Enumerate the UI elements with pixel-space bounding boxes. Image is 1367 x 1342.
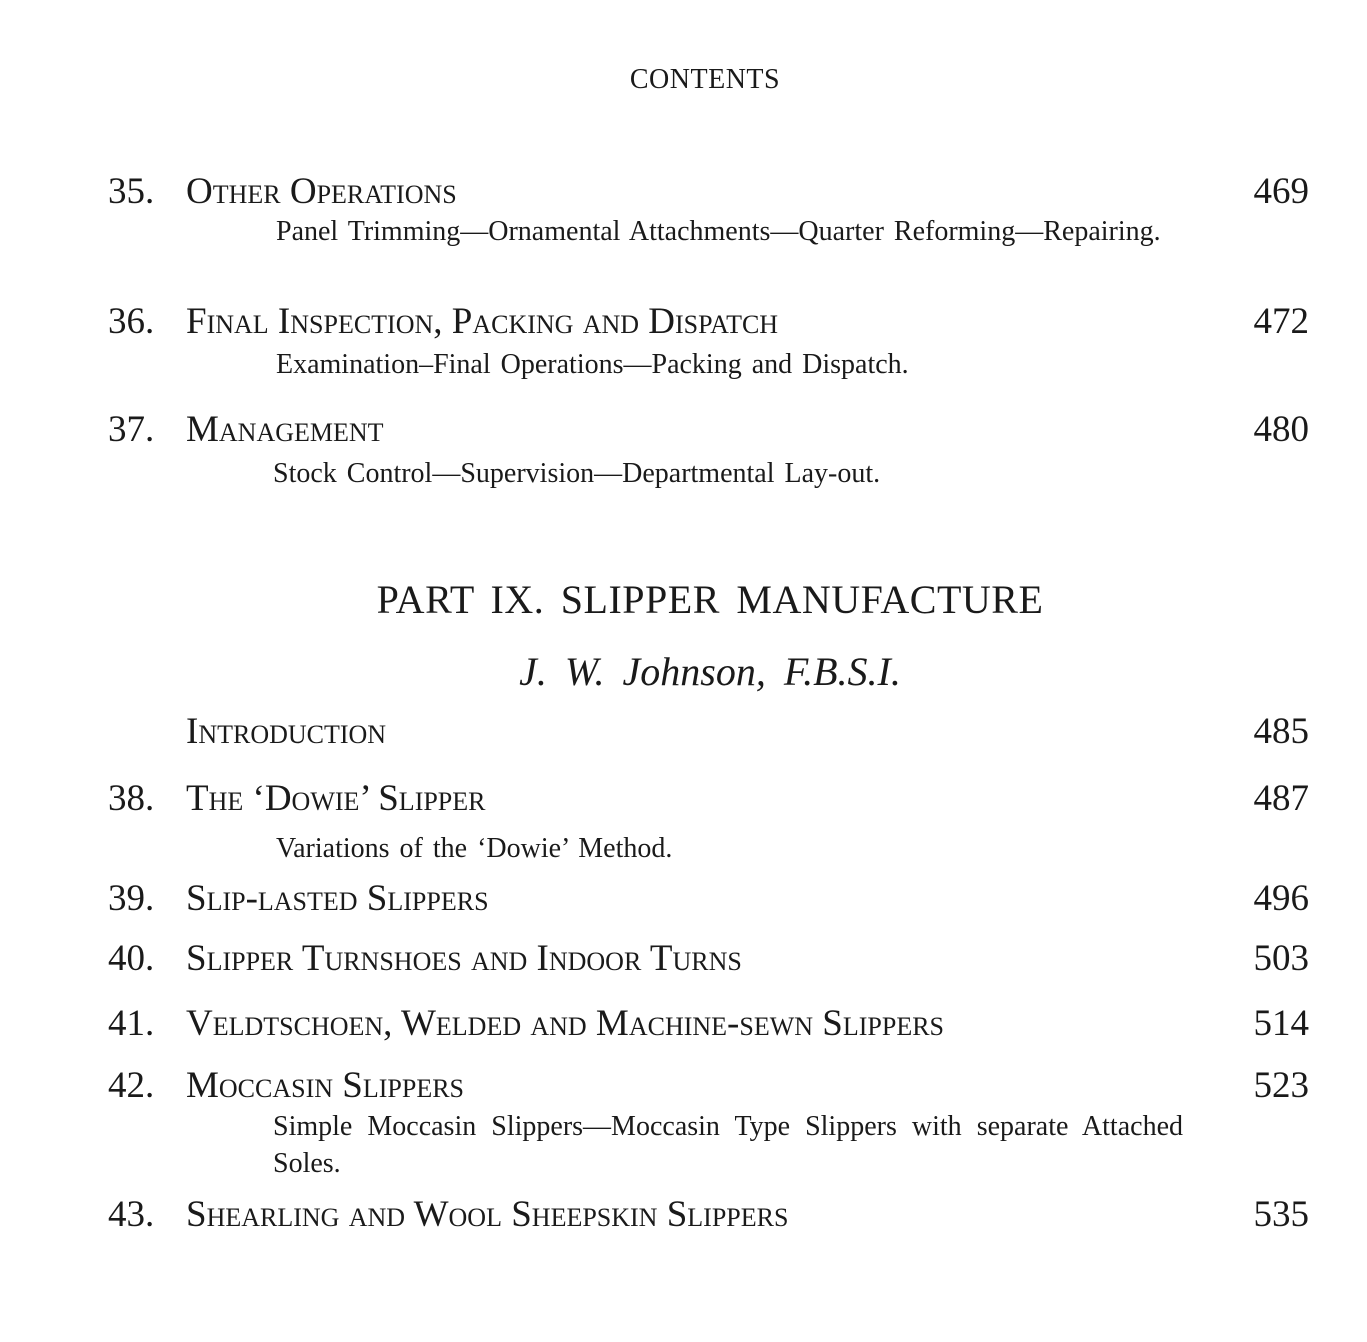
chapter-number: 40. (108, 938, 155, 979)
page-number: 514 (1253, 1003, 1309, 1044)
chapter-subtitle: Stock Control—Supervision—Departmental Lay-out. (273, 458, 881, 489)
part-author: J. W. Johnson, F.B.S.I. (519, 649, 901, 694)
chapter-subtitle: Variations of the ‘Dowie’ Method. (276, 833, 673, 864)
chapter-number: 43. (108, 1194, 155, 1235)
chapter-title: The ‘Dowie’ Slipper (186, 778, 486, 819)
chapter-title: Shearling and Wool Sheepskin Slippers (186, 1194, 789, 1235)
page-number: 480 (1253, 409, 1309, 450)
chapter-subtitle: Simple Moccasin Slippers—Moccasin Type Slippers with separate Attached Soles. (273, 1111, 1183, 1179)
chapter-title: Final Inspection, Packing and Dispatch (186, 301, 779, 342)
chapter-number: 37. (108, 409, 155, 450)
page-number: 472 (1253, 301, 1309, 342)
page-number: 487 (1253, 778, 1309, 819)
page-number: 496 (1253, 878, 1309, 919)
page-number: 469 (1253, 171, 1309, 212)
chapter-number: 42. (108, 1065, 155, 1106)
chapter-number: 36. (108, 301, 155, 342)
chapter-title: Slipper Turnshoes and Indoor Turns (186, 938, 742, 979)
page-number: 523 (1253, 1065, 1309, 1106)
page-number: 485 (1253, 711, 1309, 752)
chapter-title: Moccasin Slippers (186, 1065, 465, 1106)
chapter-title: Slip-lasted Slippers (186, 878, 489, 919)
chapter-subtitle: Panel Trimming—Ornamental Attachments—Quarter Reforming—Repairing. (276, 216, 1161, 247)
chapter-title: Management (186, 409, 384, 450)
chapter-title: Other Operations (186, 171, 457, 212)
running-head: CONTENTS (629, 64, 781, 95)
chapter-title: Introduction (186, 711, 387, 752)
part-heading: PART IX. SLIPPER MANUFACTURE (376, 577, 1044, 622)
chapter-number: 38. (108, 778, 155, 819)
chapter-number: 39. (108, 878, 155, 919)
chapter-number: 41. (108, 1003, 155, 1044)
page-number: 503 (1253, 938, 1309, 979)
chapter-subtitle: Examination–Final Operations—Packing and Dispatch. (276, 349, 909, 380)
chapter-number: 35. (108, 171, 155, 212)
chapter-title: Veldtschoen, Welded and Machine-sewn Slippers (186, 1003, 944, 1044)
page-number: 535 (1253, 1194, 1309, 1235)
